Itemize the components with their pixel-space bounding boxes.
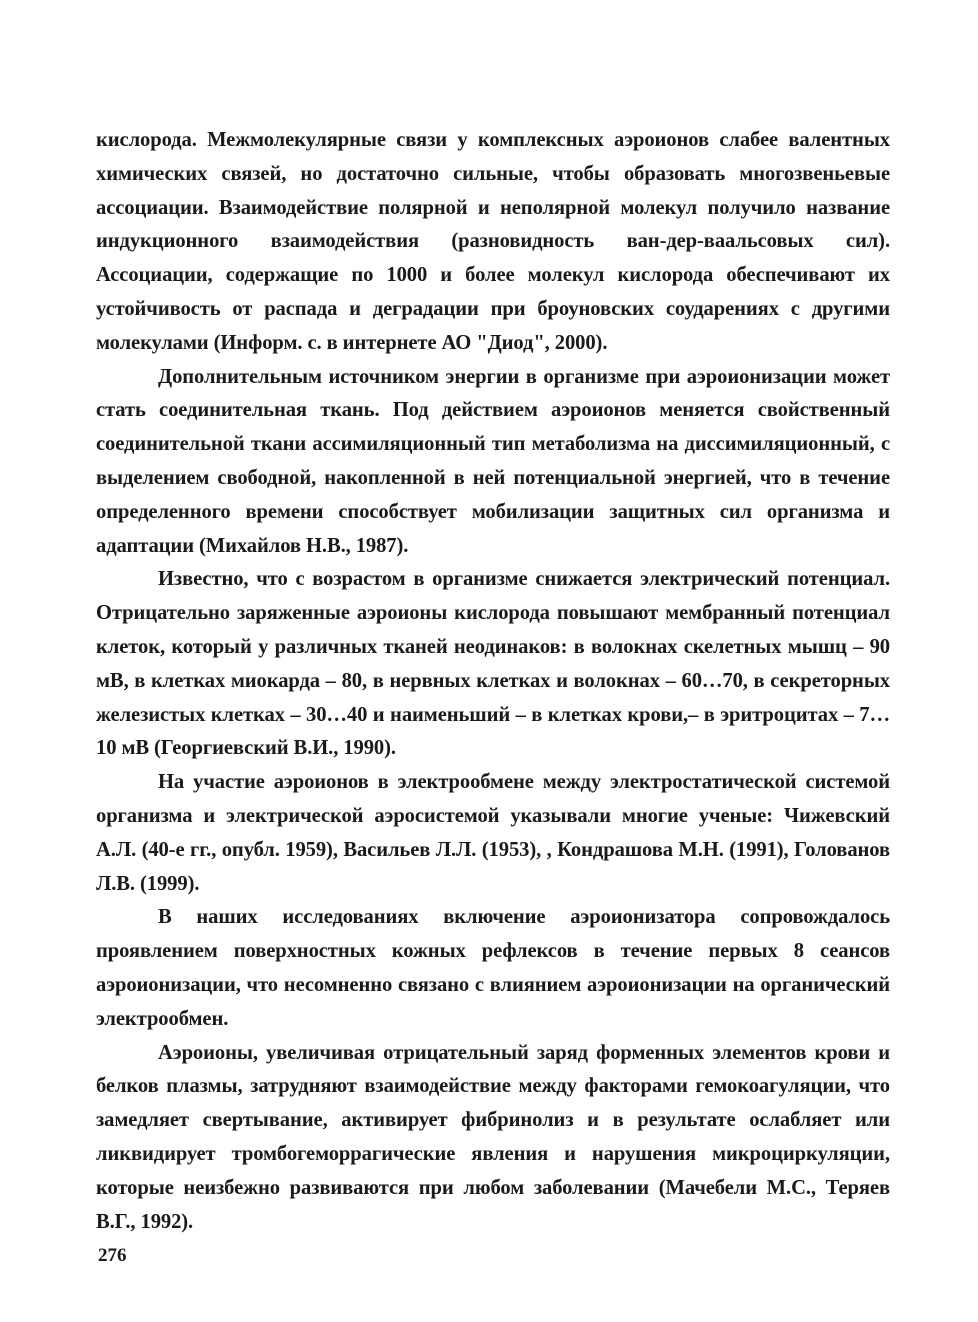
paragraph-2: Дополнительным источником энергии в организме при аэроионизации может стать соединительная ткань. Под действием аэроионов меняется свойственный соединительной ткани ассимиляционный тип метаболизма на диссимиляционный, с выделением свободной, накопленной в ней потенциальной энергией, что в течение определенного времени способствует мобилизации защитных сил организма и адаптации (Михайлов Н.В., 1987). <box>96 365 890 557</box>
body-text <box>96 124 890 1239</box>
paragraph-3: Известно, что с возрастом в организме снижается электрический потенциал. Отрицательно заряженные аэроионы кислорода повышают мембранный потенциал клеток, который у различных тканей неодинаков: в волокнах скелетных мышц – 90 мВ, в клетках миокарда – 80, в нервных клетках и волокнах – 60…70, в секреторных железистых клетках – 30…40 и наименьший – в клетках крови,– в эритроцитах – 7…10 мВ (Георгиевский В.И., 1990). <box>96 568 890 760</box>
paragraph-5: В наших исследованиях включение аэроионизатора сопровождалось проявлением поверхностных кожных рефлексов в течение первых 8 сеансов аэроионизации, что несомненно связано с влиянием аэроионизации на органический электрообмен. <box>96 906 890 1030</box>
paragraph-1: кислорода. Межмолекулярные связи у комплексных аэроионов слабее валентных химических связей, но достаточно сильные, чтобы образовать многозвеньевые ассоциации. Взаимодействие полярной и неполярной молекул получило название индукционного взаимодействия (разновидность ван-дер-ваальсовых сил). Ассоциации, содержащие по 1000 и более молекул кислорода обеспечивают их устойчивость от распада и деградации при броуновских соударениях с другими молекулами (Информ. с. в интернете АО "Диод", 2000). <box>96 129 890 354</box>
paragraph-6: Аэроионы, увеличивая отрицательный заряд форменных элементов крови и белков плазмы, затрудняют взаимодействие между факторами гемокоагуляции, что замедляет свертывание, активирует фибринолиз и в результате ослабляет или ликвидирует тромбогеморрагические явления и нарушения микроциркуляции, которые неизбежно развиваются при любом заболевании (Мачебели М.С., Теряев В.Г., 1992). <box>96 1041 890 1233</box>
paragraph-4: На участие аэроионов в электрообмене между электростатической системой организма и электрической аэросистемой указывали многие ученые: Чижевский А.Л. (40-е гг., опубл. 1959), Васильев Л.Л. (1953), , Кондрашова М.Н. (1991), Голованов Л.В. (1999). <box>96 771 890 895</box>
page-number: 276 <box>98 1245 127 1266</box>
